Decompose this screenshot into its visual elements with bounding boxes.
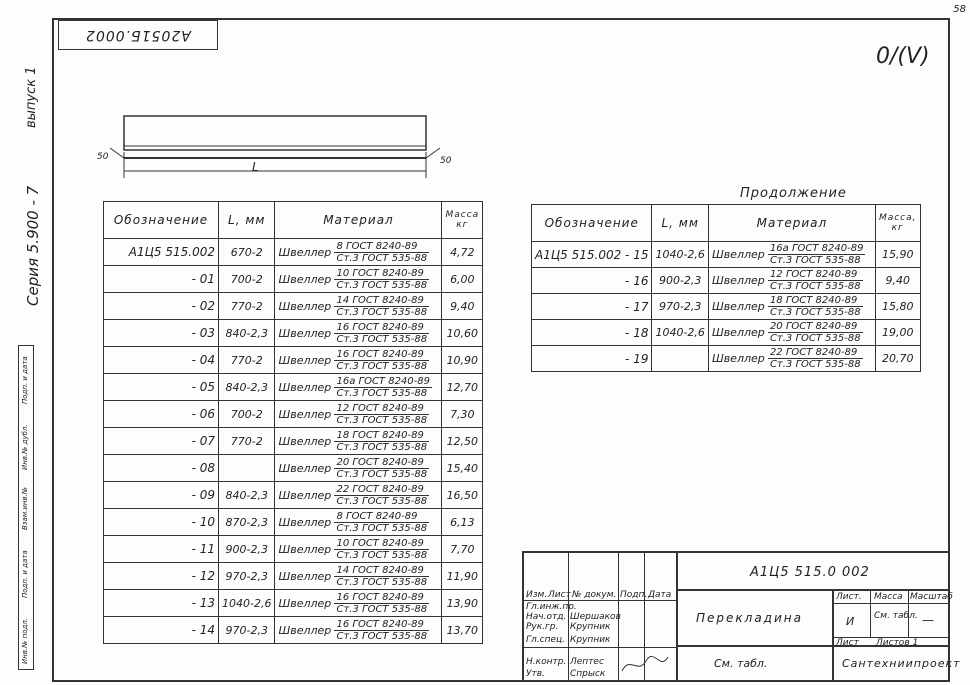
tb-name-5: Спрыск	[570, 669, 606, 679]
material-cell	[275, 509, 442, 536]
spec-table-1	[103, 201, 483, 644]
tb-stage-header: Лист.	[836, 592, 862, 602]
length-cell: 840-2,3	[219, 482, 275, 509]
side-stamp-label-1: Инв.№ подл.	[21, 617, 29, 664]
profile-type: Швеллер	[711, 274, 765, 287]
table-row	[104, 455, 483, 482]
profile-standard: 18 ГОСТ 8240-89	[334, 430, 429, 442]
steel-standard: Ст.3 ГОСТ 535-88	[336, 360, 428, 372]
mass-cell: 7,30	[442, 401, 483, 428]
length-cell: 1040-2,6	[652, 242, 708, 268]
tb-scale-value: —	[922, 613, 934, 627]
profile-standard: 10 ГОСТ 8240-89	[334, 268, 429, 280]
table-row	[104, 266, 483, 293]
part-sketch	[90, 108, 460, 180]
t1-header-length: L, мм	[219, 202, 275, 239]
length-cell: 840-2,3	[219, 374, 275, 401]
material-cell	[275, 455, 442, 482]
profile-type: Швеллер	[278, 461, 332, 475]
material-cell	[275, 401, 442, 428]
mass-cell: 7,70	[442, 536, 483, 563]
designation-cell: - 10	[104, 509, 219, 536]
designation-cell: - 08	[104, 455, 219, 482]
tb-head-sign: Подп.	[620, 590, 648, 600]
profile-type: Швеллер	[711, 248, 765, 261]
profile-type: Швеллер	[278, 353, 332, 367]
material-cell	[275, 617, 442, 644]
steel-standard: Ст.3 ГОСТ 535-88	[336, 522, 428, 534]
table-row	[532, 242, 921, 268]
surface-finish-mark: 0/(V)	[876, 44, 930, 69]
tb-sheet-header: Лист	[836, 638, 859, 648]
profile-standard: 14 ГОСТ 8240-89	[334, 565, 429, 577]
dim-right: 50	[440, 156, 452, 166]
t1-header-material: Материал	[275, 202, 442, 239]
tb-role-2: Нач.отд.	[526, 612, 567, 622]
material-cell	[275, 293, 442, 320]
table-row	[104, 563, 483, 590]
material-cell	[708, 242, 875, 268]
steel-standard: Ст.3 ГОСТ 535-88	[336, 441, 428, 453]
steel-standard: Ст.3 ГОСТ 535-88	[336, 549, 428, 561]
tb-role-1: Гл.инж.пр.	[526, 602, 577, 612]
mass-cell: 13,90	[442, 590, 483, 617]
length-cell: 840-2,3	[219, 320, 275, 347]
mass-cell: 19,00	[875, 320, 920, 346]
steel-standard: Ст.3 ГОСТ 535-88	[336, 333, 428, 345]
profile-type: Швеллер	[711, 326, 765, 339]
mass-cell: 6,13	[442, 509, 483, 536]
signature-mark	[620, 651, 670, 679]
tb-part-name: Перекладина	[696, 611, 803, 625]
tb-organization: Сантехниипроект	[842, 657, 961, 670]
tb-head-docno: № докум.	[572, 590, 617, 600]
mass-cell: 12,50	[442, 428, 483, 455]
mass-cell: 6,00	[442, 266, 483, 293]
tb-head-change: Изм.	[526, 590, 548, 600]
table-row	[104, 428, 483, 455]
profile-type: Швеллер	[278, 569, 332, 583]
table-row	[104, 401, 483, 428]
profile-standard: 20 ГОСТ 8240-89	[768, 321, 863, 333]
profile-type: Швеллер	[711, 352, 765, 365]
designation-cell: - 05	[104, 374, 219, 401]
mass-cell: 11,90	[442, 563, 483, 590]
rotated-code: A2051Б.0002	[85, 27, 191, 43]
profile-standard: 18 ГОСТ 8240-89	[768, 295, 863, 307]
tb-name-4: Лептес	[570, 657, 604, 667]
dim-left: 50	[97, 152, 109, 162]
designation-cell: А1Ц5 515.002 - 15	[532, 242, 652, 268]
length-cell	[219, 455, 275, 482]
tb-head-sheet: Лист	[548, 590, 571, 600]
designation-cell: - 09	[104, 482, 219, 509]
side-stamp-label-5: Подп. и дата	[21, 356, 29, 404]
mass-cell: 20,70	[875, 346, 920, 372]
table-row	[104, 590, 483, 617]
mass-cell: 4,72	[442, 239, 483, 266]
designation-cell: - 14	[104, 617, 219, 644]
profile-type: Швеллер	[278, 380, 332, 394]
table-row	[532, 294, 921, 320]
steel-standard: Ст.3 ГОСТ 535-88	[336, 468, 428, 480]
tb-scale-header: Масштаб	[910, 592, 953, 602]
profile-standard: 16а ГОСТ 8240-89	[336, 375, 430, 387]
length-cell: 700-2	[219, 266, 275, 293]
steel-standard: Ст.3 ГОСТ 535-88	[336, 630, 428, 642]
length-cell: 770-2	[219, 347, 275, 374]
t1-header-designation: Обозначение	[104, 202, 219, 239]
t2-header-material: Материал	[708, 205, 875, 242]
table-row	[104, 320, 483, 347]
profile-standard: 14 ГОСТ 8240-89	[334, 295, 429, 307]
steel-standard: Ст.3 ГОСТ 535-88	[769, 359, 861, 370]
steel-standard: Ст.3 ГОСТ 535-88	[769, 255, 861, 266]
designation-cell: - 13	[104, 590, 219, 617]
profile-type: Швеллер	[278, 596, 332, 610]
designation-cell: - 19	[532, 346, 652, 372]
t2-header-mass: Масса, кг	[875, 205, 920, 242]
profile-standard: 12 ГОСТ 8240-89	[334, 403, 429, 415]
profile-standard: 16а ГОСТ 8240-89	[769, 243, 864, 254]
length-cell: 970-2,3	[219, 563, 275, 590]
designation-cell: - 12	[104, 563, 219, 590]
steel-standard: Ст.3 ГОСТ 535-88	[769, 333, 861, 344]
profile-standard: 16 ГОСТ 8240-89	[334, 619, 429, 631]
length-cell: 870-2,3	[219, 509, 275, 536]
material-cell	[275, 590, 442, 617]
tb-doc-code: А1Ц5 515.0 002	[750, 565, 870, 580]
mass-cell: 10,90	[442, 347, 483, 374]
designation-cell: - 07	[104, 428, 219, 455]
rotated-code-box	[58, 20, 218, 50]
mass-cell: 13,70	[442, 617, 483, 644]
tb-role-4: Гл.спец.	[526, 635, 565, 645]
title-block	[522, 551, 961, 682]
side-stamp-label-3: Взам.инв.№	[21, 486, 29, 530]
mass-cell: 12,70	[442, 374, 483, 401]
steel-standard: Ст.3 ГОСТ 535-88	[336, 495, 428, 507]
designation-cell: - 16	[532, 268, 652, 294]
steel-standard: Ст.3 ГОСТ 535-88	[336, 576, 428, 588]
tb-sheets-header: Листов 1	[876, 638, 919, 648]
side-stamp-label-4: Инв.№ дубл.	[21, 424, 29, 470]
material-cell	[708, 346, 875, 372]
designation-cell: - 04	[104, 347, 219, 374]
table-row	[104, 536, 483, 563]
table-row	[104, 617, 483, 644]
table-row	[104, 482, 483, 509]
profile-type: Швеллер	[711, 300, 765, 313]
mass-cell: 15,80	[875, 294, 920, 320]
mass-cell: 15,40	[442, 455, 483, 482]
table-row	[104, 374, 483, 401]
profile-type: Швеллер	[278, 434, 332, 448]
tb-name-3: Крупник	[570, 635, 611, 645]
designation-cell: А1Ц5 515.002	[104, 239, 219, 266]
tb-name-1: Шершаков	[570, 612, 621, 622]
dim-length: L	[252, 160, 259, 174]
tb-mass-header: Масса	[874, 592, 903, 602]
profile-type: Швеллер	[278, 488, 332, 502]
tb-mass-value: См. табл.	[874, 611, 918, 621]
length-cell: 900-2,3	[219, 536, 275, 563]
material-cell	[275, 320, 442, 347]
sheet-number: 58	[953, 4, 966, 15]
tb-name-2: Крупник	[570, 622, 611, 632]
mass-cell: 15,90	[875, 242, 920, 268]
designation-cell: - 11	[104, 536, 219, 563]
designation-cell: - 06	[104, 401, 219, 428]
length-cell: 970-2,3	[652, 294, 708, 320]
profile-standard: 22 ГОСТ 8240-89	[334, 484, 429, 496]
profile-type: Швеллер	[278, 299, 332, 313]
length-cell: 700-2	[219, 401, 275, 428]
material-cell	[275, 239, 442, 266]
profile-standard: 10 ГОСТ 8240-89	[334, 538, 429, 550]
tb-role-6: Утв.	[526, 669, 545, 679]
continuation-label: Продолжение	[740, 186, 847, 201]
material-cell	[708, 268, 875, 294]
designation-cell: - 03	[104, 320, 219, 347]
material-cell	[708, 294, 875, 320]
profile-standard: 16 ГОСТ 8240-89	[334, 349, 429, 361]
t2-header-designation: Обозначение	[532, 205, 652, 242]
steel-standard: Ст.3 ГОСТ 535-88	[336, 387, 428, 399]
table-row	[104, 509, 483, 536]
table-row	[104, 293, 483, 320]
profile-type: Швеллер	[278, 515, 332, 529]
table-row	[104, 239, 483, 266]
mass-cell: 9,40	[442, 293, 483, 320]
mass-cell: 9,40	[875, 268, 920, 294]
profile-type: Швеллер	[278, 326, 332, 340]
issue-label: выпуск 1	[24, 66, 39, 128]
material-cell	[275, 428, 442, 455]
steel-standard: Ст.3 ГОСТ 535-88	[769, 281, 861, 292]
material-cell	[275, 482, 442, 509]
profile-standard: 16 ГОСТ 8240-89	[334, 592, 429, 604]
length-cell	[652, 346, 708, 372]
length-cell: 770-2	[219, 293, 275, 320]
mass-cell: 16,50	[442, 482, 483, 509]
spec-table-2	[531, 204, 921, 372]
steel-standard: Ст.3 ГОСТ 535-88	[336, 252, 428, 264]
profile-type: Швеллер	[278, 245, 332, 259]
designation-cell: - 17	[532, 294, 652, 320]
tb-role-5: Н.контр.	[526, 657, 567, 667]
profile-standard: 12 ГОСТ 8240-89	[768, 269, 863, 281]
table-row	[532, 320, 921, 346]
profile-standard: 22 ГОСТ 8240-89	[768, 347, 863, 359]
steel-standard: Ст.3 ГОСТ 535-88	[336, 603, 428, 615]
t1-header-mass: Масса кг	[442, 202, 483, 239]
length-cell: 1040-2,6	[652, 320, 708, 346]
profile-standard: 8 ГОСТ 8240-89	[334, 511, 429, 523]
designation-cell: - 01	[104, 266, 219, 293]
table-row	[532, 346, 921, 372]
tb-role-3: Рук.гр.	[526, 622, 559, 632]
length-cell: 1040-2,6	[219, 590, 275, 617]
series-label: Серия 5.900 - 7	[24, 185, 42, 306]
material-cell	[275, 266, 442, 293]
material-cell	[275, 347, 442, 374]
tb-material: См. табл.	[714, 657, 768, 670]
length-cell: 770-2	[219, 428, 275, 455]
material-cell	[708, 320, 875, 346]
table-row	[104, 347, 483, 374]
profile-type: Швеллер	[278, 542, 332, 556]
mass-cell: 10,60	[442, 320, 483, 347]
profile-standard: 8 ГОСТ 8240-89	[334, 241, 429, 253]
profile-type: Швеллер	[278, 272, 332, 286]
steel-standard: Ст.3 ГОСТ 535-88	[769, 307, 861, 318]
designation-cell: - 18	[532, 320, 652, 346]
tb-head-date: Дата	[648, 590, 672, 600]
length-cell: 970-2,3	[219, 617, 275, 644]
table-row	[532, 268, 921, 294]
profile-type: Швеллер	[278, 623, 332, 637]
side-stamp-label-2: Подп. и дата	[21, 550, 29, 598]
profile-standard: 16 ГОСТ 8240-89	[334, 322, 429, 334]
t2-header-length: L, мм	[652, 205, 708, 242]
steel-standard: Ст.3 ГОСТ 535-88	[336, 279, 428, 291]
material-cell	[275, 563, 442, 590]
material-cell	[275, 374, 442, 401]
tb-stage-value: И	[846, 615, 855, 628]
designation-cell: - 02	[104, 293, 219, 320]
length-cell: 670-2	[219, 239, 275, 266]
profile-type: Швеллер	[278, 407, 332, 421]
length-cell: 900-2,3	[652, 268, 708, 294]
material-cell	[275, 536, 442, 563]
steel-standard: Ст.3 ГОСТ 535-88	[336, 306, 428, 318]
profile-standard: 20 ГОСТ 8240-89	[334, 457, 429, 469]
steel-standard: Ст.3 ГОСТ 535-88	[336, 414, 428, 426]
